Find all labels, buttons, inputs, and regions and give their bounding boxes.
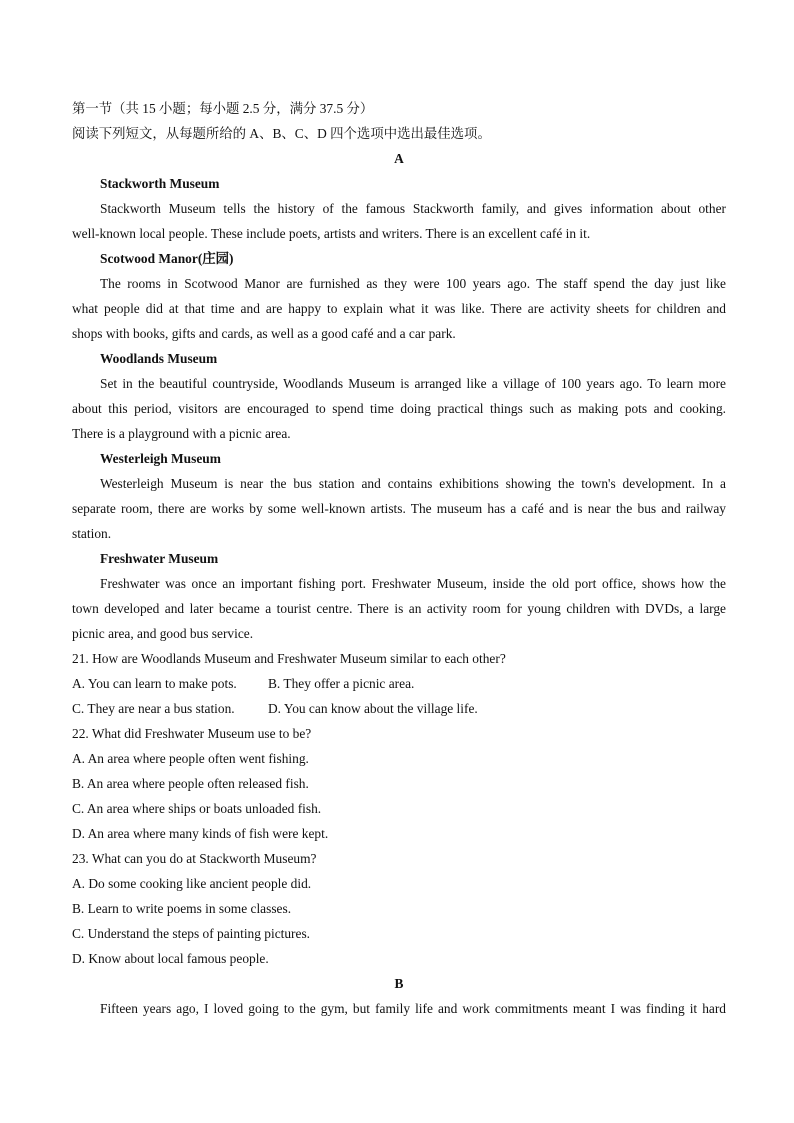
question-21-option-b: B. They offer a picnic area. [268, 676, 415, 691]
section-header: 第一节（共 15 小题；每小题 2.5 分，满分 37.5 分） [72, 101, 374, 116]
passage-a-label: A [394, 151, 404, 166]
paragraph-line: Westerleigh Museum is near the bus station and contains exhibitions showing the town's development. In a [100, 476, 726, 491]
question-21-options-row-2 [72, 696, 726, 721]
museum-heading-woodlands: Woodlands Museum [100, 351, 218, 366]
paragraph-line: shops with books, gifts and cards, as well as a good café and a car park. [72, 326, 456, 341]
question-21-stem: 21. How are Woodlands Museum and Freshwater Museum similar to each other? [72, 651, 506, 666]
question-21-options-row-1 [72, 671, 726, 696]
museum-heading-freshwater: Freshwater Museum [100, 551, 219, 566]
question-23-option-d: D. Know about local famous people. [72, 951, 269, 966]
museum-heading-westerleigh: Westerleigh Museum [100, 451, 221, 466]
question-22-option-c: C. An area where ships or boats unloaded fish. [72, 801, 322, 816]
passage-b-label: B [394, 976, 404, 991]
paragraph-line: separate room, there are works by some well-known artists. The museum has a café and is near the bus and railway [72, 501, 726, 516]
paragraph-line: what people did at that time and are happy to explain what it was like. There are activity sheets for children and [72, 301, 726, 316]
instructions: 阅读下列短文，从每题所给的 A、B、C、D 四个选项中选出最佳选项。 [72, 126, 491, 141]
question-22-option-a: A. An area where people often went fishing. [72, 751, 309, 766]
paragraph-line: station. [72, 526, 112, 541]
question-22-option-b: B. An area where people often released fish. [72, 776, 309, 791]
question-21-option-c: C. They are near a bus station. [72, 701, 235, 716]
question-21-option-a: A. You can learn to make pots. [72, 676, 237, 691]
paragraph-line: There is a playground with a picnic area. [72, 426, 291, 441]
paragraph-line: The rooms in Scotwood Manor are furnished as they were 100 years ago. The staff spend the day just like [100, 276, 726, 291]
paragraph-line: Stackworth Museum tells the history of the famous Stackworth family, and gives information about other [100, 201, 726, 216]
question-21-option-d: D. You can know about the village life. [268, 701, 478, 716]
question-22-option-d: D. An area where many kinds of fish were kept. [72, 826, 329, 841]
museum-heading-stackworth: Stackworth Museum [100, 176, 220, 191]
paragraph-line: about this period, visitors are encouraged to spend time doing practical things such as making pots and cooking. [72, 401, 726, 416]
question-22-stem: 22. What did Freshwater Museum use to be? [72, 726, 312, 741]
exam-page [72, 96, 726, 1021]
paragraph-line: picnic area, and good bus service. [72, 626, 254, 641]
paragraph-line: well-known local people. These include poets, artists and writers. There is an excellent café in it. [72, 226, 591, 241]
paragraph-line: town developed and later became a tourist centre. There is an activity room for young children with DVDs, a large [72, 601, 726, 616]
paragraph-line: Freshwater was once an important fishing port. Freshwater Museum, inside the old port office, shows how the [100, 576, 726, 591]
question-23-option-b: B. Learn to write poems in some classes. [72, 901, 292, 916]
passage-b-first-line: Fifteen years ago, I loved going to the gym, but family life and work commitments meant I was finding it hard [100, 1001, 726, 1016]
question-23-option-a: A. Do some cooking like ancient people did. [72, 876, 312, 891]
question-23-option-c: C. Understand the steps of painting pictures. [72, 926, 311, 941]
question-23-stem: 23. What can you do at Stackworth Museum? [72, 851, 317, 866]
museum-heading-scotwood: Scotwood Manor(庄园) [100, 251, 234, 266]
paragraph-line: Set in the beautiful countryside, Woodlands Museum is arranged like a village of 100 years ago. To learn more [100, 376, 726, 391]
